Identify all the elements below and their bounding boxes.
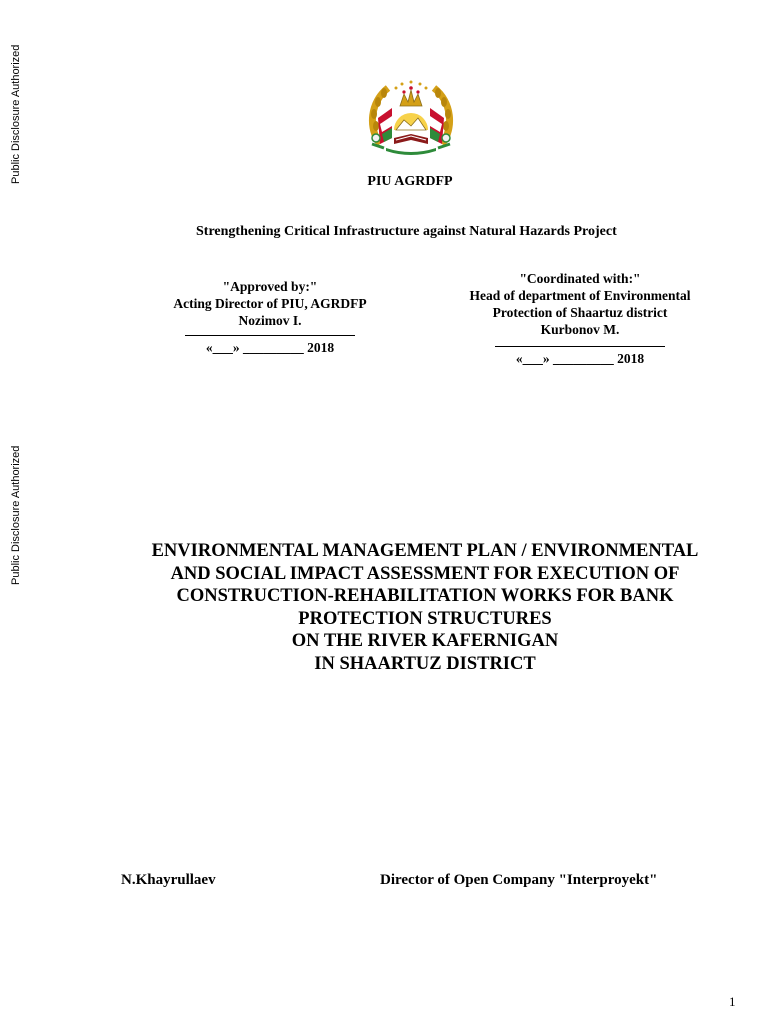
author-role: Director of Open Company "Interproyekt" <box>380 872 658 888</box>
approved-heading: "Approved by:" <box>222 279 318 294</box>
disclosure-label-middle: Public Disclosure Authorized <box>10 445 22 585</box>
disclosure-label-top: Public Disclosure Authorized <box>10 44 22 184</box>
coordinated-position-line1: Head of department of Environmental <box>469 288 691 303</box>
approved-by-block <box>150 278 390 356</box>
title-line: IN SHAARTUZ DISTRICT <box>314 653 536 674</box>
approved-date: «___» _________ 2018 <box>205 340 335 355</box>
page-number: 1 <box>729 994 736 1009</box>
coordinated-heading: "Coordinated with:" <box>519 271 641 286</box>
title-line: AND SOCIAL IMPACT ASSESSMENT FOR EXECUTION OF <box>170 563 680 584</box>
title-line: ON THE RIVER KAFERNIGAN <box>291 631 559 651</box>
tajikistan-state-emblem-icon <box>366 78 456 156</box>
coordinated-date: «___» _________ 2018 <box>515 351 645 366</box>
approved-position: Acting Director of PIU, AGRDFP <box>173 296 367 311</box>
document-title <box>100 540 750 675</box>
author-name: N.Khayrullaev <box>121 872 216 888</box>
coordinated-position-line2: Protection of Shaartuz district <box>492 305 668 320</box>
approved-name: Nozimov I. <box>238 313 302 328</box>
coordinated-with-block <box>440 270 720 367</box>
title-line: CONSTRUCTION-REHABILITATION WORKS FOR BANK <box>176 586 674 606</box>
coordinated-name: Kurbonov M. <box>540 322 620 337</box>
project-name: Strengthening Critical Infrastructure against Natural Hazards Project <box>196 224 617 239</box>
approved-signature-line <box>185 335 355 336</box>
title-line: PROTECTION STRUCTURES <box>298 608 552 629</box>
organization-name: PIU AGRDFP <box>367 174 453 189</box>
coordinated-signature-line <box>495 346 665 347</box>
title-line: ENVIRONMENTAL MANAGEMENT PLAN / ENVIRONMENTAL <box>151 541 699 561</box>
